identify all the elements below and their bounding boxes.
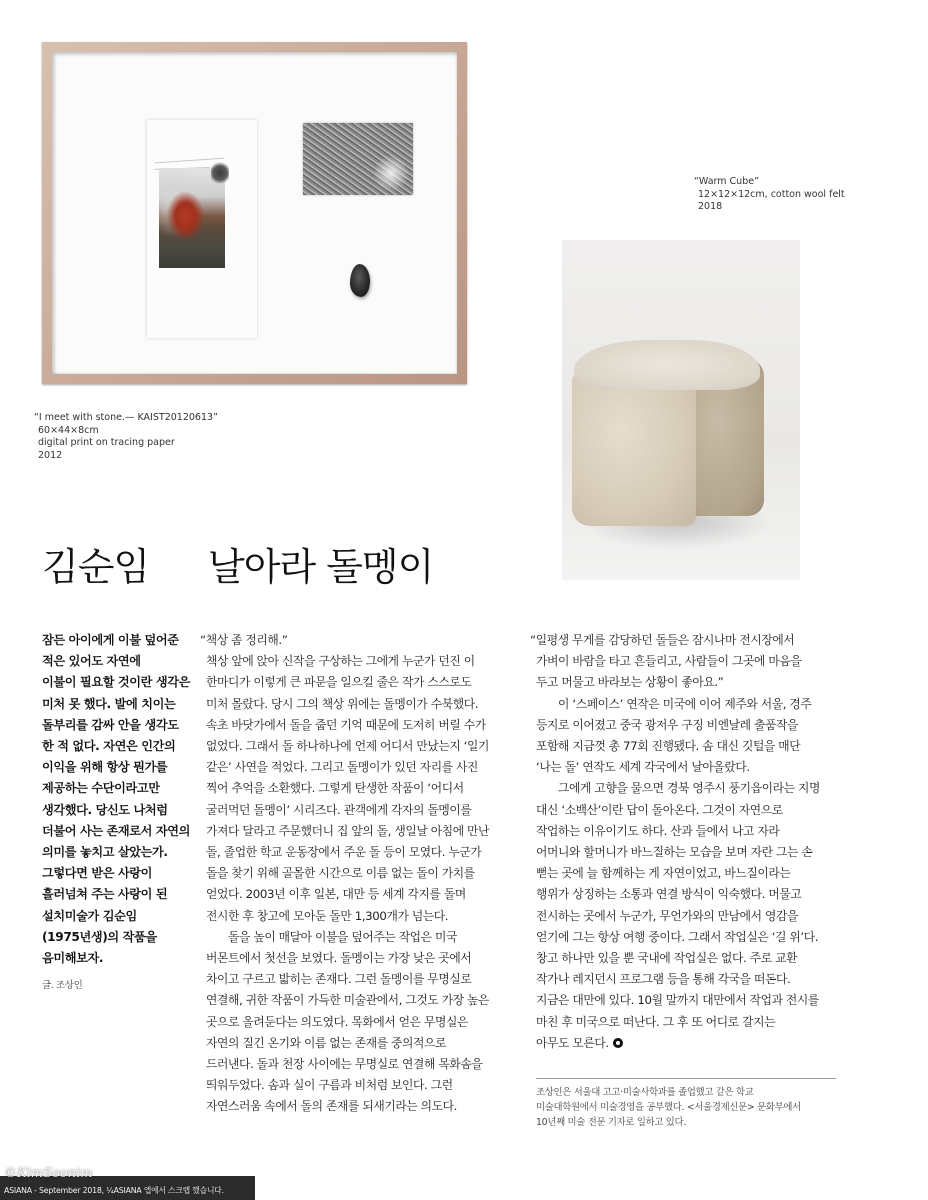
intro-line: 제공하는 수단이라고만: [42, 781, 160, 796]
intro-line: 흘러넘쳐 주는 사랑이 된: [42, 887, 168, 902]
body-line: 등지로 이어졌고 중국 광저우 구징 비엔날레 출품작을: [536, 717, 799, 732]
body-line: 두고 머물고 바라보는 상황이 좋아요.”: [536, 675, 724, 690]
author-note-line: 10년째 미술 전문 기자로 일하고 있다.: [536, 1117, 686, 1128]
intro-line: 미처 못 했다. 발에 치이는: [42, 696, 176, 711]
body-line: 가벼이 바람을 타고 흔들리고, 사람들이 그곳에 마음을: [536, 654, 802, 669]
body-line: 이 ‘스페이스’ 연작은 미국에 이어 제주와 서울, 경주: [558, 696, 812, 711]
byline: 글. 조상인: [42, 980, 83, 992]
intro-line: 한 적 없다. 자연은 인간의: [42, 739, 176, 754]
intro-line: 의미를 놓치고 살았는가.: [42, 845, 168, 860]
author-note: [536, 1078, 836, 1130]
body-line: 대신 ‘소백산’이란 답이 돌아온다. 그것이 자연으로: [536, 802, 783, 817]
body-line: 없었다. 그래서 돌 하나하나에 언제 어디서 만났는지 ‘일기: [206, 739, 490, 754]
intro-line: 음미해보자.: [42, 951, 104, 966]
intro-line: 그렇다면 받은 사랑이: [42, 866, 153, 881]
body-line: 가져다 달라고 주문했더니 집 앞의 돌, 생일날 아침에 만난: [206, 823, 490, 838]
body-line: 전시한 후 창고에 모아둔 돌만 1,300개가 넘는다.: [206, 908, 449, 923]
end-mark-icon: [613, 1038, 623, 1048]
body-line: 자연의 질긴 온기와 이름 없는 존재를 중의적으로: [206, 1035, 447, 1050]
body-line: 마친 후 미국으로 떠난다. 그 후 또 어디로 갈지는: [536, 1014, 776, 1029]
tracing-paper-print: [147, 120, 257, 338]
body-line: 버몬트에서 첫선을 보였다. 돌멩이는 가장 낮은 곳에서: [206, 951, 472, 966]
body-line: 자연스러움 속에서 돌의 존재를 되새기라는 의도다.: [206, 1099, 458, 1114]
body-line: 한마디가 이렇게 큰 파문을 일으킬 줄은 작가 스스로도: [206, 675, 472, 690]
artwork-2-caption: [694, 176, 845, 214]
body-line: 연결해, 귀한 작품이 가득한 미술관에서, 그것도 가장 높은: [206, 993, 490, 1008]
intro-line: 생각했다. 당신도 나처럼: [42, 802, 168, 817]
intro-line: 설치미술가 김순임: [42, 908, 137, 923]
body-line: 어머니와 할머니가 바느질하는 모습을 보며 자란 그는 손: [536, 845, 813, 860]
artist-name: 김순임: [42, 545, 150, 589]
caption-line: 12×12×12cm, cotton wool felt: [698, 188, 845, 200]
body-line: 지금은 대만에 있다. 10월 말까지 대만에서 작업과 전시를: [536, 993, 819, 1008]
body-line: 포함해 지금껏 총 77회 진행됐다. 솜 대신 깃털을 매단: [536, 739, 801, 754]
body-line: 그에게 고향을 물으면 경북 영주시 풍기읍이라는 지명: [558, 781, 821, 796]
cube-top-face: [574, 340, 760, 390]
caption-line: 2012: [38, 449, 63, 461]
warm-cube-photo: [562, 240, 800, 580]
intro-line: 적은 있어도 자연에: [42, 654, 141, 669]
body-line: 작업하는 이유이기도 하다. 산과 들에서 나고 자라: [536, 823, 780, 838]
caption-line: “I meet with stone.— KAIST20120613”: [34, 412, 218, 423]
caption-line: 60×44×8cm: [38, 424, 99, 436]
article-title: 날아라 돌멩이: [208, 545, 434, 589]
body-line: 굴러먹던 돌멩이’ 시리즈다. 관객에게 각자의 돌멩이를: [206, 802, 472, 817]
footer-source-text: ASIANA - September 2018, ¼ASIANA 앱에서 스크랩 했습니다.: [4, 1186, 224, 1195]
body-line: ‘나는 돌’ 연작도 세계 각국에서 날아올랐다.: [536, 760, 750, 775]
body-line: 얻었다. 2003년 이후 일본, 대만 등 세계 각지를 돌며: [206, 887, 466, 902]
intro-line: 더불어 사는 존재로서 자연의: [42, 823, 191, 838]
body-line: 곳으로 올려둔다는 의도였다. 목화에서 얻은 무명실은: [206, 1014, 469, 1029]
body-column-2: [200, 630, 506, 1118]
body-line: 미처 몰랐다. 당시 그의 책상 위에는 돌멩이가 수북했다.: [206, 696, 479, 711]
body-line: 책상 앞에 앉아 신작을 구상하는 그에게 누군가 던진 이: [206, 654, 475, 669]
body-line: 돌을 찾기 위해 골몰한 시간으로 이름 없는 돌이 가치를: [206, 866, 475, 881]
body-column-3: [530, 630, 846, 1054]
frame-mat: [52, 52, 457, 374]
cube-front-face: [572, 368, 696, 526]
author-note-line: 미술대학원에서 미술경영을 공부했다. <서울경제신문> 문화부에서: [536, 1102, 801, 1113]
body-line: 작가나 레지던시 프로그램 등을 통해 각국을 떠돈다.: [536, 972, 791, 987]
caption-line: digital print on tracing paper: [38, 437, 175, 448]
body-line: 행위가 상징하는 소통과 연결 방식이 익숙했다. 머물고: [536, 887, 802, 902]
body-line: “책상 좀 정리해.”: [200, 633, 288, 647]
caption-line: “Warm Cube”: [694, 176, 759, 187]
body-line: 뻗는 곳에 늘 함께하는 게 자연이었고, 바느질이라는: [536, 866, 791, 881]
body-line: 띄워두었다. 솜과 실이 구름과 비처럼 보인다. 그런: [206, 1078, 453, 1093]
intro-line: 이익을 위해 항상 뭔가를: [42, 760, 168, 775]
body-line: 얻기에 그는 항상 여행 중이다. 그래서 작업실은 ‘길 위’다.: [536, 929, 819, 944]
body-line: 창고 하나만 있을 뿐 국내에 작업실은 없다. 주로 교환: [536, 951, 798, 966]
body-line: 돌, 졸업한 학교 운동장에서 주운 돌 등이 모였다. 누군가: [206, 845, 482, 860]
body-line: “일평생 무게를 감당하던 돌들은 잠시나마 전시장에서: [530, 633, 795, 647]
body-line-last: [536, 1033, 846, 1054]
copyright-watermark: ©KimSoonim: [4, 1166, 93, 1181]
body-line-text: 아무도 모른다.: [536, 1035, 609, 1050]
artwork-1-caption: [34, 412, 218, 462]
intro-line: 잠든 아이에게 이불 덮어준: [42, 633, 179, 647]
tree-silhouette: [211, 160, 229, 186]
body-line: 차이고 구르고 밟히는 존재다. 그런 돌멩이를 무명실로: [206, 972, 472, 987]
caption-line: 2018: [698, 201, 723, 212]
intro-line: (1975년생)의 작품을: [42, 929, 157, 944]
body-line: 같은’ 사연을 적었다. 그리고 돌멩이가 있던 자리를 사진: [206, 760, 479, 775]
intro-line: 돌부리를 감싸 안을 생각도: [42, 717, 179, 732]
body-line: 속초 바닷가에서 돌을 줍던 기억 때문에 도저히 버릴 수가: [206, 717, 486, 732]
author-note-line: 조상인은 서울대 고고·미술사학과를 졸업했고 같은 학교: [536, 1087, 754, 1098]
body-line: 드러낸다. 돌과 천장 사이에는 무명실로 연결해 목화솜을: [206, 1057, 483, 1072]
body-line: 전시하는 곳에서 누군가, 무언가와의 만남에서 영감을: [536, 908, 799, 923]
gravel-photo: [303, 123, 413, 195]
framed-artwork-photo: [42, 42, 467, 384]
stone-object: [350, 264, 370, 297]
body-line: 찍어 추억을 소환했다. 그렇게 탄생한 작품이 ‘어디서: [206, 781, 464, 796]
intro-line: 이불이 필요할 것이란 생각은: [42, 675, 191, 690]
body-line: 돌을 높이 매달아 이불을 덮어주는 작업은 미국: [228, 929, 458, 944]
intro-column: [42, 630, 192, 996]
